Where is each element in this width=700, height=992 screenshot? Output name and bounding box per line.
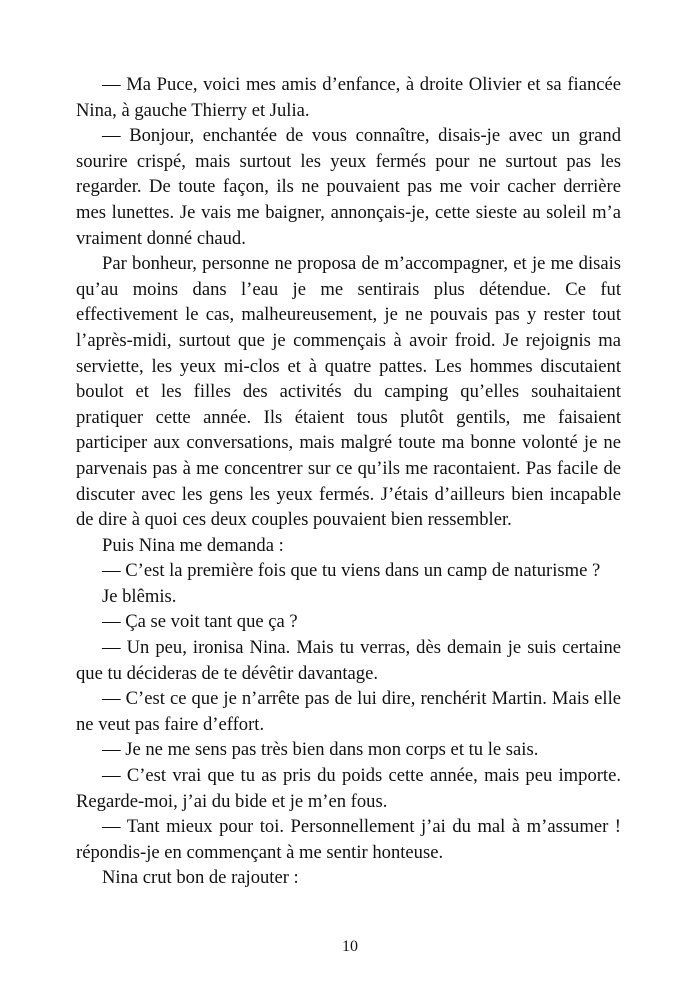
paragraph: — Ça se voit tant que ça ?: [102, 611, 298, 633]
page-number: 10: [342, 938, 358, 955]
paragraph: — Ma Puce, voici mes amis d’enfance, à droite Olivier et sa fiancée Nina, à gauche Thierry et Julia.: [76, 74, 621, 121]
paragraph: Par bonheur, personne ne proposa de m’accompagner, et je me disais qu’au moins dans l’eau je me sentirais plus détendue. Ce fut effectivement le cas, malheureusement, je ne pouvais pas y rester tout l’après-midi, surtout que je commençais à avoir froid. Je rejoignis ma serviette, les yeux mi-clos et à quatre pattes. Les hommes discutaient boulot et les filles des activités du camping qu’elles souhaitaient pratiquer cette année. Ils étaient tous plutôt gentils, me faisaient participer aux conversations, mais malgré toute ma bonne volonté je ne parvenais pas à me concentrer sur ce qu’ils me racontaient. Pas facile de discuter avec les gens les yeux fermés. J’étais d’ailleurs bien incapable de dire à quoi ces deux couples pouvaient bien ressembler.: [76, 253, 621, 531]
paragraph: Je blêmis.: [102, 585, 177, 607]
paragraph: — C’est la première fois que tu viens dans un camp de naturisme ?: [102, 560, 601, 582]
paragraph: — C’est ce que je n’arrête pas de lui dire, renchérit Martin. Mais elle ne veut pas faire d’effort.: [76, 688, 621, 735]
paragraph: Puis Nina me demanda :: [102, 534, 284, 556]
paragraph: Nina crut bon de rajouter :: [102, 867, 299, 889]
paragraph: — Je ne me sens pas très bien dans mon corps et tu le sais.: [102, 739, 539, 761]
paragraph: — Un peu, ironisa Nina. Mais tu verras, dès demain je suis certaine que tu décideras de te dévêtir davantage.: [76, 637, 621, 684]
body-text: [76, 72, 621, 891]
paragraph: — Tant mieux pour toi. Personnellement j’ai du mal à m’assumer ! répondis-je en commençant à me sentir honteuse.: [76, 816, 621, 863]
paragraph: — C’est vrai que tu as pris du poids cette année, mais peu importe. Regarde-moi, j’ai du bide et je m’en fous.: [76, 765, 621, 812]
paragraph: — Bonjour, enchantée de vous connaître, disais-je avec un grand sourire crispé, mais surtout les yeux fermés pour ne surtout pas les regarder. De toute façon, ils ne pouvaient pas me voir cacher derrière mes lunettes. Je vais me baigner, annonçais-je, cette sieste au soleil m’a vraiment donné chaud.: [76, 125, 621, 249]
